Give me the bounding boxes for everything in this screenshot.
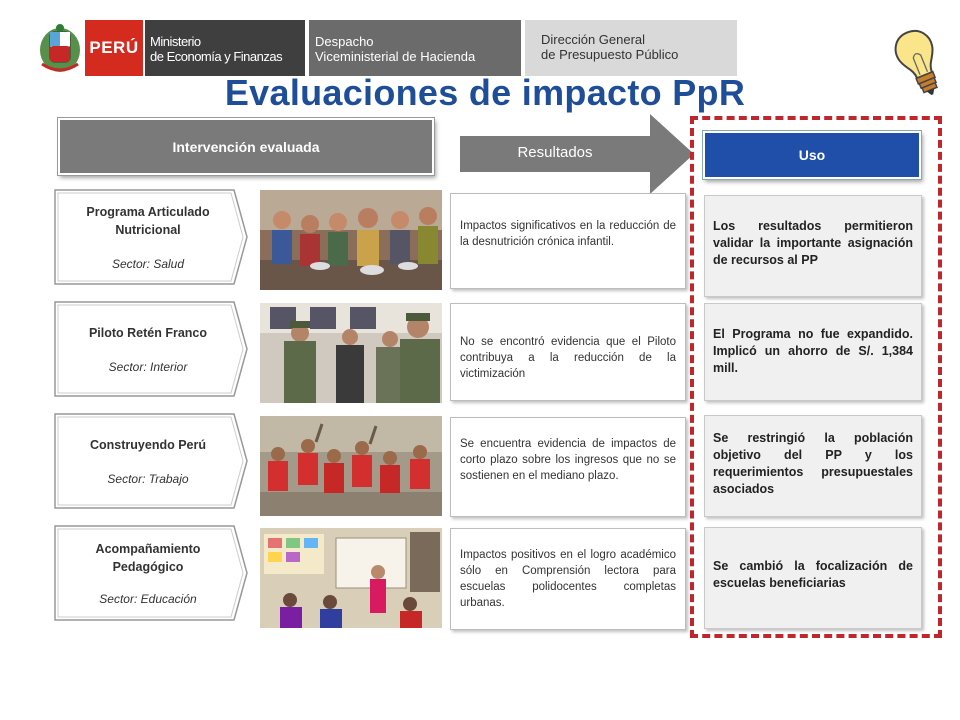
resultado-text: Impactos significativos en la reducción de la desnutrición crónica infantil.: [450, 193, 686, 289]
uso-text: El Programa no fue expandido. Implicó un ahorro de S/. 1,384 mill.: [704, 303, 922, 401]
intervencion-card: [54, 301, 248, 397]
despacho-line1: Despacho: [315, 34, 374, 49]
ministerio-line2: de Economía y Finanzas: [150, 49, 283, 64]
direccion-line1: Dirección General: [541, 32, 646, 47]
ministerio-line1: Ministerio: [150, 34, 201, 49]
direccion-label: [525, 20, 737, 76]
intervencion-name: Programa Articulado Nutricional: [86, 205, 210, 237]
direccion-line2: de Presupuesto Público: [541, 47, 679, 62]
intervencion-sector: Sector: Interior: [108, 360, 188, 374]
intervencion-name: Acompañamiento Pedagógico: [95, 542, 201, 574]
uso-text: Se cambió la focalización de escuelas beneficiarias: [704, 527, 922, 629]
ministerio-label: [145, 20, 305, 76]
intervencion-sector: Sector: Trabajo: [107, 472, 189, 486]
photo-children-nutrition: [260, 190, 442, 290]
despacho-label: [309, 20, 521, 76]
peru-coat-of-arms-icon: [38, 20, 82, 76]
intervencion-card: [54, 413, 248, 509]
intervencion-name: Construyendo Perú: [90, 438, 206, 452]
photo-classroom: [260, 528, 442, 628]
page-title: Evaluaciones de impacto PpR: [224, 72, 746, 113]
header-intervencion: Intervención evaluada: [58, 118, 434, 175]
photo-police-officers: [260, 303, 442, 403]
intervencion-card: [54, 525, 248, 621]
peru-logo: PERÚ: [85, 20, 143, 76]
resultado-text: Impactos positivos en el logro académico sólo en Comprensión lectora para escuelas polidocentes completas urbanas.: [450, 528, 686, 630]
uso-text: Se restringió la población objetivo del PP y los requerimientos presupuestales asociados: [704, 415, 922, 517]
photo-construction-workers: [260, 416, 442, 516]
uso-text: Los resultados permitieron validar la importante asignación de recursos al PP: [704, 195, 922, 297]
header-resultados: Resultados: [517, 144, 593, 161]
resultado-text: Se encuentra evidencia de impactos de corto plazo sobre los ingresos que no se sostienen en el mediano plazo.: [450, 417, 686, 517]
header-uso: Uso: [703, 131, 921, 179]
despacho-line2: Viceministerial de Hacienda: [315, 49, 476, 64]
intervencion-name: Piloto Retén Franco: [88, 326, 208, 340]
intervencion-sector: Sector: Salud: [111, 257, 185, 271]
intervencion-card: [54, 189, 248, 285]
intervencion-sector: Sector: Educación: [99, 592, 197, 606]
resultado-text: No se encontró evidencia que el Piloto contribuya a la reducción de la victimización: [450, 303, 686, 401]
